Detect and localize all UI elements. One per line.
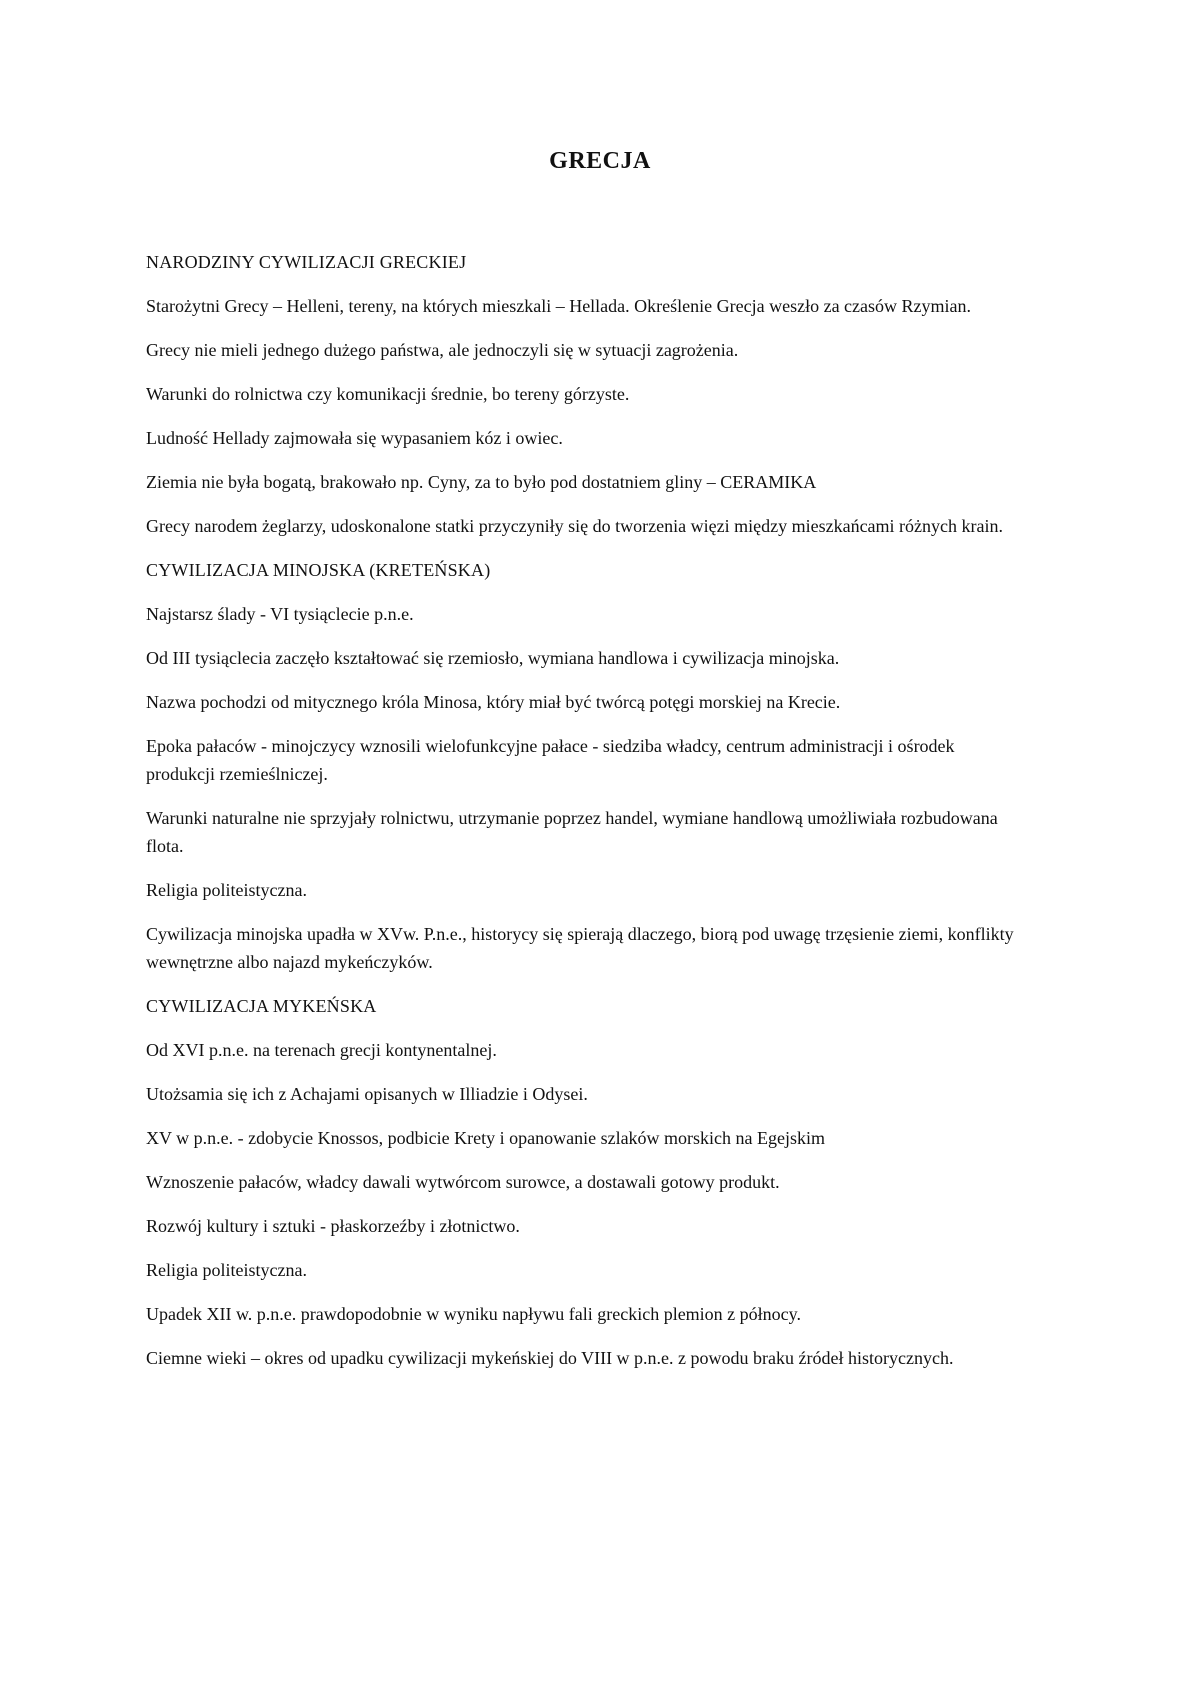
paragraph: Upadek XII w. p.n.e. prawdopodobnie w wyniku napływu fali greckich plemion z północy. (146, 1304, 801, 1324)
paragraph: Warunki do rolnictwa czy komunikacji średnie, bo tereny górzyste. (146, 384, 630, 404)
paragraph: Religia politeistyczna. (146, 1260, 307, 1280)
paragraph: Religia politeistyczna. (146, 880, 307, 900)
paragraph: Ludność Hellady zajmowała się wypasaniem kóz i owiec. (146, 428, 563, 448)
paragraph: Wznoszenie pałaców, władcy dawali wytwórcom surowce, a dostawali gotowy produkt. (146, 1172, 780, 1192)
paragraph: Najstarsz ślady - VI tysiąclecie p.n.e. (146, 604, 414, 624)
paragraph: Od XVI p.n.e. na terenach grecji kontynentalnej. (146, 1040, 497, 1060)
paragraph: XV w p.n.e. - zdobycie Knossos, podbicie Krety i opanowanie szlaków morskich na Egejskim (146, 1128, 826, 1148)
paragraph: Epoka pałaców - minojczycy wznosili wielofunkcyjne pałace - siedziba władcy, centrum administracji i ośrodek produkcji rzemieślniczej. (146, 736, 955, 784)
paragraph: Cywilizacja minojska upadła w XVw. P.n.e., historycy się spierają dlaczego, biorą pod uwagę trzęsienie ziemi, konflikty wewnętrzne albo najazd mykeńczyków. (146, 924, 1014, 972)
paragraph: Utożsamia się ich z Achajami opisanych w Illiadzie i Odysei. (146, 1084, 588, 1104)
document-body (146, 248, 1026, 1388)
paragraph: Grecy nie mieli jednego dużego państwa, ale jednoczyli się w sytuacji zagrożenia. (146, 340, 739, 360)
paragraph: Nazwa pochodzi od mitycznego króla Minosa, który miał być twórcą potęgi morskiej na Krecie. (146, 692, 841, 712)
paragraph: Rozwój kultury i sztuki - płaskorzeźby i złotnictwo. (146, 1216, 520, 1236)
section-heading: CYWILIZACJA MINOJSKA (KRETEŃSKA) (146, 560, 491, 580)
section-heading: CYWILIZACJA MYKEŃSKA (146, 996, 377, 1016)
section-heading: NARODZINY CYWILIZACJI GRECKIEJ (146, 252, 467, 272)
paragraph: Od III tysiąclecia zaczęło kształtować się rzemiosło, wymiana handlowa i cywilizacja minojska. (146, 648, 840, 668)
paragraph: Starożytni Grecy – Helleni, tereny, na których mieszkali – Hellada. Określenie Grecja weszło za czasów Rzymian. (146, 296, 972, 316)
paragraph: Ziemia nie była bogatą, brakowało np. Cyny, za to było pod dostatniem gliny – CERAMIKA (146, 472, 817, 492)
paragraph: Warunki naturalne nie sprzyjały rolnictwu, utrzymanie poprzez handel, wymiane handlową umożliwiała rozbudowana flota. (146, 808, 998, 856)
paragraph: Ciemne wieki – okres od upadku cywilizacji mykeńskiej do VIII w p.n.e. z powodu braku źródeł historycznych. (146, 1348, 954, 1368)
page-title: GRECJA (549, 148, 651, 174)
paragraph: Grecy narodem żeglarzy, udoskonalone statki przyczyniły się do tworzenia więzi między mieszkańcami różnych krain. (146, 516, 1004, 536)
